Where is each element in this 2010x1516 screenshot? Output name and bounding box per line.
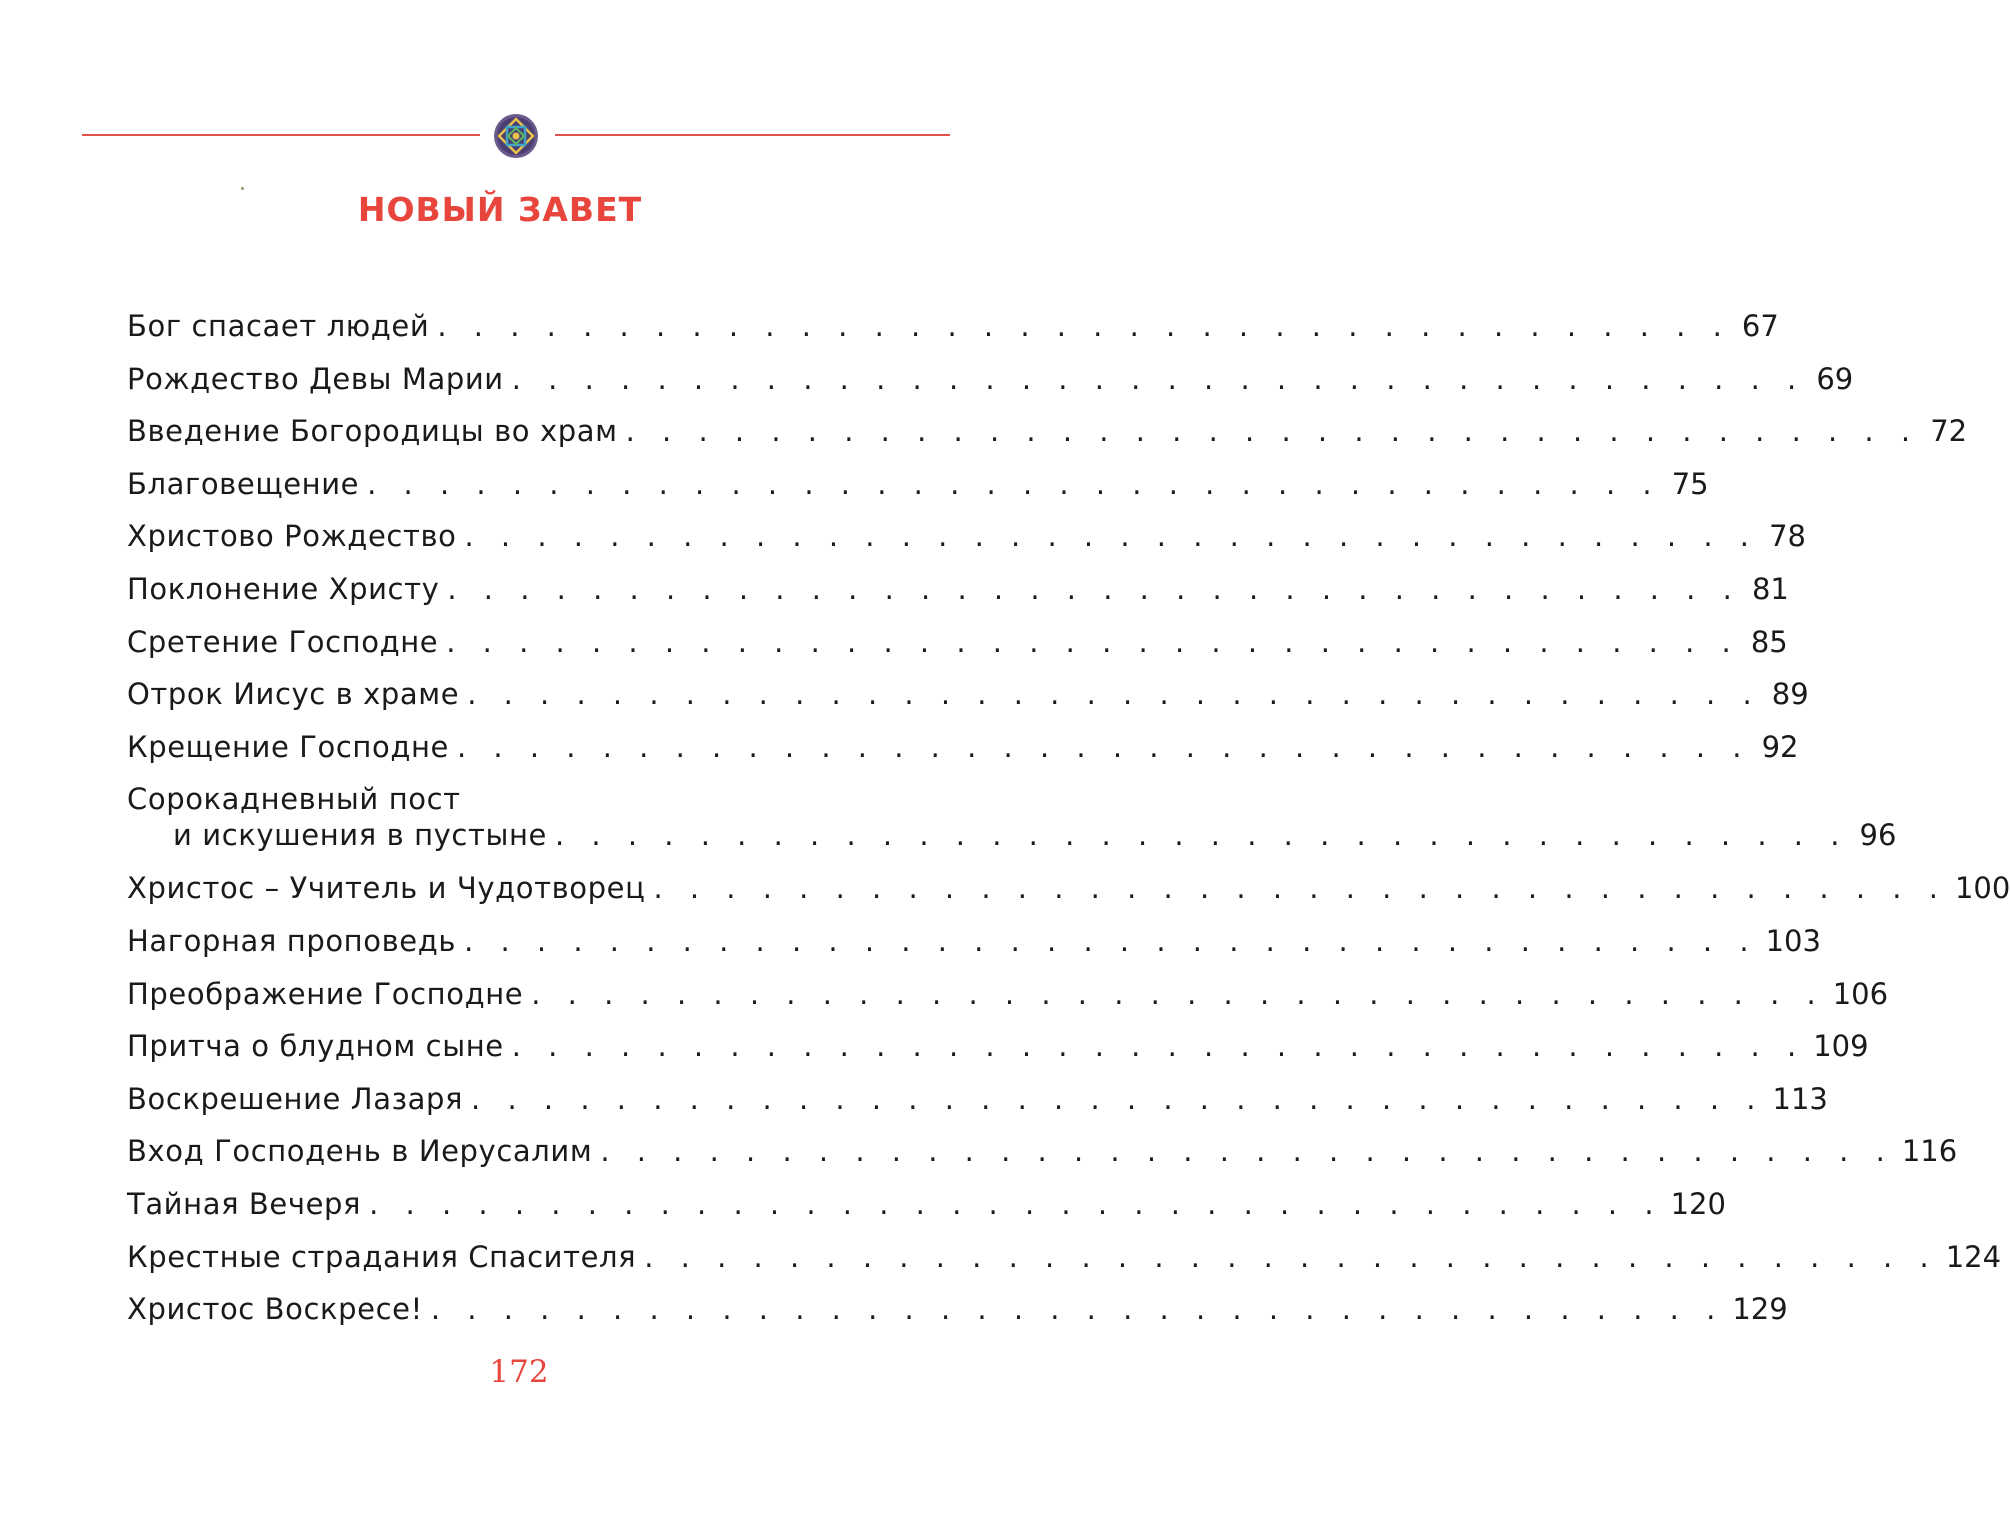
toc-entry: [127, 353, 1854, 406]
toc-entry-page: 75: [1671, 466, 1709, 501]
toc-entry-title: Крестные страдания Спасителя: [127, 1239, 637, 1274]
toc-entry: [127, 721, 1799, 774]
dot-leader: . . . . . . . . . . . . . . . . . . . . . . . . . . . . . . . . . . . .: [554, 818, 1849, 853]
toc-entry-title: Преображение Господне: [127, 976, 524, 1011]
dot-leader: . . . . . . . . . . . . . . . . . . . . . . . . . . . . . . . . . . . .: [511, 361, 1806, 396]
toc-entry-title: Крещение Господне: [127, 729, 449, 764]
toc-entry-page: 109: [1813, 1029, 1869, 1064]
toc-entry-title: Христос Воскресе!: [127, 1292, 423, 1327]
toc-entry-title: Сретение Господне: [127, 624, 439, 659]
toc-entry-page: 67: [1741, 309, 1779, 343]
toc-entry: [127, 1178, 1726, 1231]
dot-leader: . . . . . . . . . . . . . . . . . . . . . . . . . . . . . . . . . . . .: [511, 1029, 1806, 1064]
toc-entry-title: Поклонение Христу: [127, 571, 440, 606]
toc-entry-page: 81: [1751, 571, 1789, 606]
toc-entry: [127, 1231, 2002, 1284]
toc-entry: [127, 773, 1897, 862]
toc-entry-page: 89: [1771, 677, 1809, 712]
dot-leader: . . . . . . . . . . . . . . . . . . . . . . . . . . . . . . . . . . . .: [653, 871, 1947, 906]
dot-leader: . . . . . . . . . . . . . . . . . . . . . . . . . . . . . . . . . . . .: [467, 677, 1761, 712]
toc-entry-title: Вход Господень в Иерусалим: [127, 1134, 593, 1169]
table-of-contents: [127, 300, 2010, 1336]
toc-entry-page: 92: [1761, 729, 1799, 764]
toc-entry: [127, 458, 1709, 511]
toc-entry-title: Благовещение: [127, 466, 360, 501]
toc-entry: [127, 510, 1806, 563]
toc-entry: [127, 1020, 1869, 1073]
toc-entry: [127, 563, 1789, 616]
toc-entry-title: Притча о блудном сыне: [127, 1029, 504, 1064]
dot-leader: . . . . . . . . . . . . . . . . . . . . . . . . . . . . . . . . . . . .: [446, 624, 1740, 659]
toc-entry: [127, 300, 1779, 353]
toc-entry-page: 69: [1816, 361, 1854, 396]
toc-entry-page: 85: [1750, 624, 1788, 659]
dot-leader: . . . . . . . . . . . . . . . . . . . . . . . . . . . . . . . . . . . .: [600, 1134, 1894, 1169]
toc-entry-page: 129: [1732, 1292, 1788, 1327]
celtic-knot-icon: [493, 113, 539, 159]
dot-leader: . . . . . . . . . . . . . . . . . . . . . . . . . . . . . . . . . . . .: [437, 309, 1731, 343]
toc-entry: [127, 616, 1788, 669]
dot-leader: . . . . . . . . . . . . . . . . . . . . . . . . . . . . . . . . . . . .: [369, 1186, 1663, 1221]
ornament-rule-left: [82, 134, 480, 136]
dot-leader: . . . . . . . . . . . . . . . . . . . . . . . . . . . . . . . . . . . .: [464, 519, 1758, 554]
dot-leader: . . . . . . . . . . . . . . . . . . . . . . . . . . . . . . . . . . . .: [464, 923, 1758, 958]
toc-entry-page: 113: [1772, 1081, 1828, 1116]
toc-entry: [127, 915, 1821, 968]
toc-entry-page: 103: [1765, 923, 1821, 958]
toc-entry: [127, 862, 2010, 915]
toc-entry-title: Воскрешение Лазаря: [127, 1081, 464, 1116]
dot-leader: . . . . . . . . . . . . . . . . . . . . . . . . . . . . . . . . . . . .: [644, 1239, 1938, 1274]
toc-entry-title: Тайная Вечеря: [127, 1186, 362, 1221]
section-title: НОВЫЙ ЗАВЕТ: [357, 190, 643, 229]
toc-entry: [127, 1283, 1788, 1336]
toc-entry-title: Отрок Иисус в храме: [127, 677, 460, 712]
toc-entry-title-continued: и искушения в пустыне: [173, 818, 547, 853]
toc-entry-page: 72: [1930, 414, 1968, 449]
toc-entry-title: Сорокадневный пост: [127, 782, 461, 817]
dot-leader: . . . . . . . . . . . . . . . . . . . . . . . . . . . . . . . . . . . .: [531, 976, 1825, 1011]
toc-entry-title: Введение Богородицы во храм: [127, 414, 618, 449]
toc-entry-page: 100: [1954, 871, 2010, 906]
toc-entry-page: 78: [1769, 519, 1806, 554]
toc-entry-title: Нагорная проповедь: [127, 923, 457, 958]
toc-entry: [127, 668, 1809, 721]
toc-entry-title: Рождество Девы Марии: [127, 361, 504, 396]
toc-entry-title: Бог спасает людей: [127, 309, 430, 343]
dot-leader: . . . . . . . . . . . . . . . . . . . . . . . . . . . . . . . . . . . .: [367, 466, 1661, 501]
toc-entry-page: 116: [1901, 1134, 1958, 1169]
dot-leader: . . . . . . . . . . . . . . . . . . . . . . . . . . . . . . . . . . . .: [625, 414, 1920, 449]
toc-entry: [127, 1125, 1958, 1178]
toc-entry-page: 96: [1859, 818, 1897, 853]
toc-entry-page: 106: [1832, 976, 1889, 1011]
ornament-rule-right: [555, 134, 950, 136]
toc-entry-page: 124: [1945, 1239, 2002, 1274]
dot-leader: . . . . . . . . . . . . . . . . . . . . . . . . . . . . . . . . . . . .: [430, 1292, 1725, 1327]
toc-entry: [127, 1073, 1828, 1126]
dot-leader: . . . . . . . . . . . . . . . . . . . . . . . . . . . . . . . . . . . .: [457, 729, 1751, 764]
dot-leader: . . . . . . . . . . . . . . . . . . . . . . . . . . . . . . . . . . . .: [447, 571, 1741, 606]
toc-entry-title: Христово Рождество: [127, 519, 457, 554]
page-number: 172: [489, 1354, 549, 1390]
toc-entry-page: 120: [1670, 1186, 1726, 1221]
toc-entry: [127, 968, 1889, 1021]
toc-entry-title: Христос – Учитель и Чудотворец: [127, 871, 646, 906]
toc-entry: [127, 405, 1968, 458]
dot-leader: . . . . . . . . . . . . . . . . . . . . . . . . . . . . . . . . . . . .: [471, 1081, 1765, 1116]
